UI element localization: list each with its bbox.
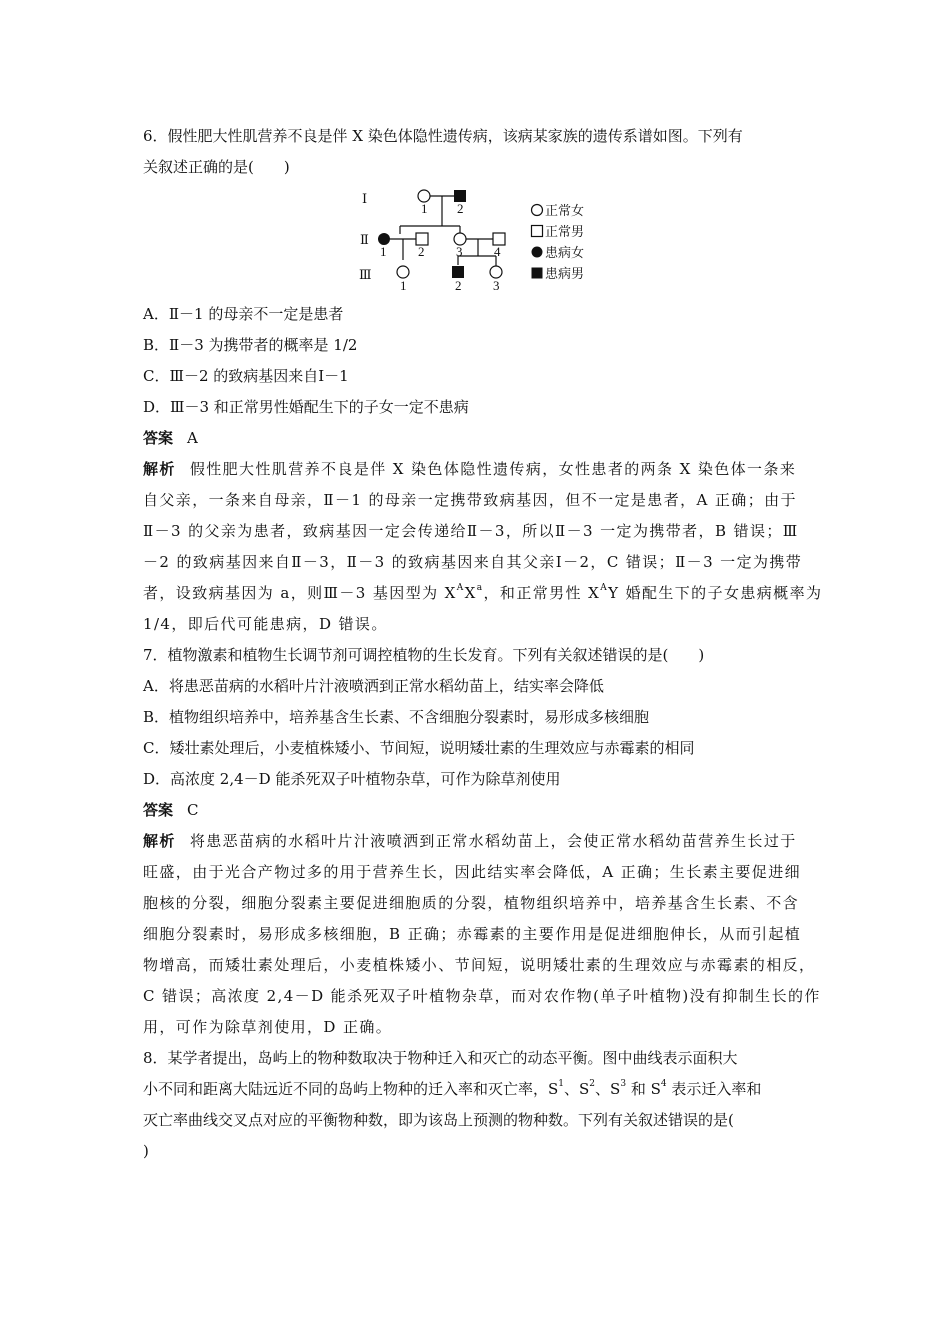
individual-number: 2 — [418, 244, 425, 259]
legend-label: 患病女 — [545, 246, 585, 261]
q7-stem: 7．植物激素和植物生长调节剂可调控植物的生长发育。下列有关叙述错误的是( ) — [143, 646, 705, 664]
q8-stem-line-2 — [143, 1079, 761, 1099]
stem-text: 和 S — [626, 1080, 661, 1098]
superscript: 2 — [589, 1079, 596, 1089]
q8-stem-line-3: 灭亡率曲线交叉点对应的平衡物种数，即为该岛上预测的物种数。下列有关叙述错误的是( — [143, 1111, 734, 1129]
individual-number: 3 — [456, 244, 463, 259]
superscript: 1 — [558, 1079, 565, 1089]
q7-analysis-line-6: C 错误；高浓度 2,4－D 能杀死双子叶植物杂草，而对农作物(单子叶植物)没有抑制生长的作 — [143, 987, 821, 1005]
q7-option-a: A．将患恶苗病的水稻叶片汁液喷洒到正常水稻幼苗上，结实率会降低 — [143, 677, 604, 695]
stem-text: 表示迁入率和 — [666, 1080, 762, 1098]
q6-analysis-line-3: Ⅱ－3 的父亲为患者，致病基因一定会传递给Ⅱ－3，所以Ⅱ－3 一定为携带者，B 错误；Ⅲ — [143, 522, 799, 540]
q7-option-d: D．高浓度 2,4－D 能杀死双子叶植物杂草，可作为除草剂使用 — [143, 770, 561, 788]
q7-analysis-line-5: 物增高，而矮壮素处理后，小麦植株矮小、节间短，说明矮壮素的生理效应与赤霉素的相反， — [143, 956, 816, 974]
individual-number: 1 — [421, 201, 428, 216]
q6-option-c: C．Ⅲ－2 的致病基因来自Ⅰ－1 — [143, 367, 349, 385]
legend-normal-female-icon — [532, 205, 543, 216]
q6-analysis-line-1 — [143, 459, 796, 479]
answer-value: C — [187, 801, 199, 819]
answer-value: A — [187, 429, 198, 447]
analysis-text: 将患恶苗病的水稻叶片汁液喷洒到正常水稻幼苗上，会使正常水稻幼苗营养生长过于 — [189, 832, 797, 850]
q6-option-d: D．Ⅲ－3 和正常男性婚配生下的子女一定不患病 — [143, 398, 469, 416]
analysis-label: 解析 — [143, 460, 176, 478]
individual-number: 2 — [457, 201, 464, 216]
superscript: a — [476, 583, 484, 593]
q7-analysis-line-1 — [143, 831, 797, 851]
superscript: 4 — [660, 1079, 667, 1089]
superscript: 3 — [620, 1079, 627, 1089]
individual-number: 3 — [493, 278, 500, 293]
analysis-text: 者，设致病基因为 a，则Ⅲ－3 基因型为 X — [143, 584, 457, 602]
individual-number: 1 — [400, 278, 407, 293]
q7-analysis-line-3: 胞核的分裂，细胞分裂素主要促进细胞质的分裂，植物组织培养中，培养基含生长素、不含 — [143, 894, 800, 912]
q7-answer — [143, 800, 199, 820]
answer-label: 答案 — [143, 801, 174, 819]
normal-female-symbol — [490, 266, 502, 278]
legend-affected-male-icon — [532, 268, 543, 279]
legend-affected-female-icon — [532, 247, 543, 258]
q6-stem-line-1: 6．假性肥大性肌营养不良是伴 X 染色体隐性遗传病，该病某家族的遗传系谱如图。下列有 — [143, 127, 743, 145]
stem-text: 、S — [595, 1080, 621, 1098]
answer-label: 答案 — [143, 429, 174, 447]
generation-label-2: Ⅱ — [360, 232, 369, 247]
analysis-text: 假性肥大性肌营养不良是伴 X 染色体隐性遗传病，女性患者的两条 X 染色体一条来 — [189, 460, 797, 478]
legend-label: 正常男 — [545, 225, 585, 240]
individual-number: 4 — [494, 244, 501, 259]
q6-stem-line-2: 关叙述正确的是( ) — [143, 158, 290, 176]
analysis-label: 解析 — [143, 832, 176, 850]
q6-analysis-line-5 — [143, 583, 822, 603]
analysis-text: X — [464, 584, 477, 602]
superscript: A — [600, 583, 609, 593]
stem-text: 小不同和距离大陆远近不同的岛屿上物种的迁入率和灭亡率，S — [143, 1080, 559, 1098]
generation-label-3: Ⅲ — [359, 267, 372, 282]
normal-female-symbol — [397, 266, 409, 278]
q6-option-b: B．Ⅱ－3 为携带者的概率是 1/2 — [143, 336, 358, 354]
individual-number: 1 — [380, 244, 387, 259]
pedigree-chart — [350, 182, 610, 294]
analysis-text: ，和正常男性 X — [483, 584, 601, 602]
q6-analysis-line-6: 1/4，即后代可能患病，D 错误。 — [143, 615, 388, 633]
q7-option-b: B．植物组织培养中，培养基含生长素、不含细胞分裂素时，易形成多核细胞 — [143, 708, 650, 726]
q6-analysis-line-4: －2 的致病基因来自Ⅱ－3，Ⅱ－3 的致病基因来自其父亲Ⅰ－2，C 错误；Ⅱ－3 一定为携带 — [143, 553, 803, 571]
q6-option-a: A．Ⅱ－1 的母亲不一定是患者 — [143, 305, 344, 323]
superscript: A — [456, 583, 465, 593]
stem-text: 、S — [564, 1080, 590, 1098]
individual-number: 2 — [455, 278, 462, 293]
generation-label-1: Ⅰ — [362, 191, 368, 206]
q7-analysis-line-2: 旺盛，由于光合产物过多的用于营养生长，因此结实率会降低，A 正确；生长素主要促进细 — [143, 863, 802, 881]
q7-analysis-line-7: 用，可作为除草剂使用，D 正确。 — [143, 1018, 393, 1036]
q6-answer — [143, 428, 198, 448]
legend-label: 患病男 — [545, 267, 585, 282]
q8-stem-line-1: 8．某学者提出，岛屿上的物种数取决于物种迁入和灭亡的动态平衡。图中曲线表示面积大 — [143, 1049, 738, 1067]
q7-option-c: C．矮壮素处理后，小麦植株矮小、节间短，说明矮壮素的生理效应与赤霉素的相同 — [143, 739, 695, 757]
legend-label: 正常女 — [545, 204, 585, 219]
q8-stem-line-4: ) — [143, 1142, 149, 1160]
analysis-text: Y 婚配生下的子女患病概率为 — [608, 584, 823, 602]
q7-analysis-line-4: 细胞分裂素时，易形成多核细胞，B 正确；赤霉素的主要作用是促进细胞伸长，从而引起植 — [143, 925, 802, 943]
affected-male-symbol — [452, 266, 464, 278]
legend-normal-male-icon — [532, 226, 543, 237]
q6-analysis-line-2: 自父亲，一条来自母亲，Ⅱ－1 的母亲一定携带致病基因，但不一定是患者，A 正确；由于 — [143, 491, 797, 509]
